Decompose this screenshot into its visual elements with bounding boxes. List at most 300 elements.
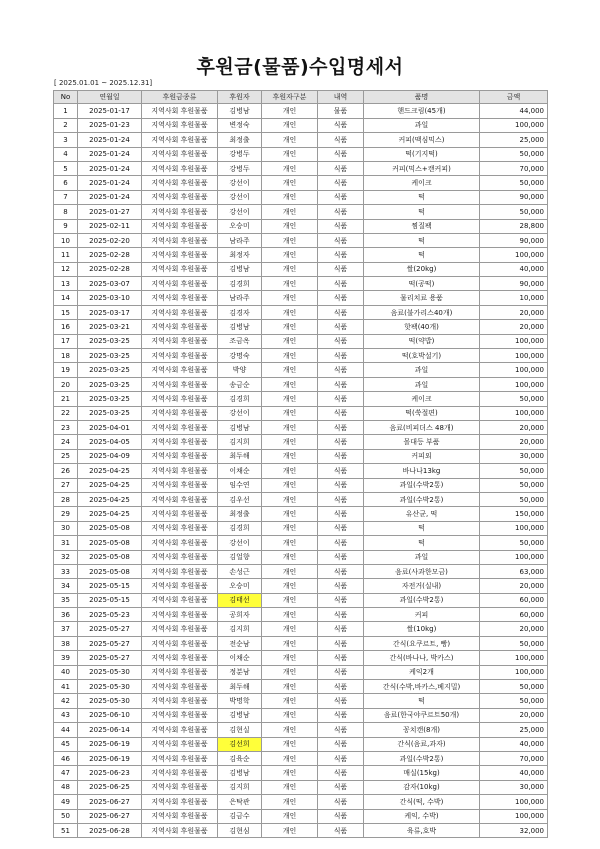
table-row [54, 406, 548, 420]
cell-item: 떡 [364, 694, 480, 708]
cell-amount: 60,000 [480, 608, 548, 622]
cell-date: 2025-01-24 [78, 147, 142, 161]
table-row [54, 723, 548, 737]
table-row [54, 521, 548, 535]
cell-no: 15 [54, 305, 78, 319]
cell-item: 케이크 [364, 392, 480, 406]
cell-donor: 김병남 [218, 708, 262, 722]
table-row [54, 694, 548, 708]
cell-donor-type: 개인 [262, 363, 318, 377]
cell-date: 2025-02-11 [78, 219, 142, 233]
cell-category: 식품 [318, 507, 364, 521]
cell-item: 떡(호박설기) [364, 349, 480, 363]
cell-date: 2025-03-07 [78, 277, 142, 291]
cell-item: 떡 [364, 190, 480, 204]
cell-donor: 김병남 [218, 420, 262, 434]
cell-amount: 100,000 [480, 406, 548, 420]
cell-item: 바나나13kg [364, 464, 480, 478]
table-row [54, 766, 548, 780]
cell-donor: 김경자 [218, 305, 262, 319]
cell-category: 식품 [318, 723, 364, 737]
cell-no: 36 [54, 608, 78, 622]
cell-amount: 100,000 [480, 377, 548, 391]
cell-donation-type: 지역사회 후원물품 [142, 449, 218, 463]
cell-donation-type: 지역사회 후원물품 [142, 665, 218, 679]
cell-date: 2025-01-24 [78, 190, 142, 204]
cell-donor: 김지희 [218, 435, 262, 449]
cell-amount: 50,000 [480, 478, 548, 492]
cell-donor-type: 개인 [262, 377, 318, 391]
header-amount: 금액 [480, 91, 548, 104]
cell-date: 2025-06-27 [78, 795, 142, 809]
cell-donor-type: 개인 [262, 536, 318, 550]
cell-category: 식품 [318, 291, 364, 305]
cell-date: 2025-04-25 [78, 464, 142, 478]
cell-donation-type: 지역사회 후원물품 [142, 608, 218, 622]
cell-amount: 100,000 [480, 363, 548, 377]
cell-category: 식품 [318, 809, 364, 823]
table-row [54, 751, 548, 765]
cell-donation-type: 지역사회 후원물품 [142, 420, 218, 434]
cell-item: 떡(공떡) [364, 277, 480, 291]
cell-amount: 50,000 [480, 392, 548, 406]
cell-donor: 김금수 [218, 809, 262, 823]
cell-amount: 100,000 [480, 349, 548, 363]
cell-donor-type: 개인 [262, 262, 318, 276]
cell-donor: 김태선 [218, 593, 262, 607]
cell-donation-type: 지역사회 후원물품 [142, 780, 218, 794]
cell-date: 2025-06-28 [78, 823, 142, 837]
cell-category: 식품 [318, 536, 364, 550]
cell-item: 매실(15kg) [364, 766, 480, 780]
cell-donor-type: 개인 [262, 579, 318, 593]
cell-no: 13 [54, 277, 78, 291]
cell-donation-type: 지역사회 후원물품 [142, 651, 218, 665]
cell-donation-type: 지역사회 후원물품 [142, 133, 218, 147]
cell-date: 2025-01-23 [78, 118, 142, 132]
cell-donation-type: 지역사회 후원물품 [142, 550, 218, 564]
cell-date: 2025-02-20 [78, 233, 142, 247]
cell-donor: 강선이 [218, 536, 262, 550]
header-date: 연월일 [78, 91, 142, 104]
cell-item: 과일(수박2통) [364, 492, 480, 506]
cell-donation-type: 지역사회 후원물품 [142, 492, 218, 506]
cell-item: 육류,호박 [364, 823, 480, 837]
cell-donor-type: 개인 [262, 694, 318, 708]
cell-donor-type: 개인 [262, 751, 318, 765]
cell-donation-type: 지역사회 후원물품 [142, 464, 218, 478]
cell-no: 42 [54, 694, 78, 708]
cell-item: 과일 [364, 550, 480, 564]
cell-no: 4 [54, 147, 78, 161]
cell-donation-type: 지역사회 후원물품 [142, 104, 218, 118]
cell-item: 음료(사과한모금) [364, 564, 480, 578]
cell-date: 2025-05-30 [78, 694, 142, 708]
cell-donation-type: 지역사회 후원물품 [142, 737, 218, 751]
table-row [54, 291, 548, 305]
cell-item: 과일(수박2통) [364, 478, 480, 492]
cell-donor: 강병두 [218, 147, 262, 161]
cell-date: 2025-01-24 [78, 133, 142, 147]
cell-donor: 조금옥 [218, 334, 262, 348]
cell-no: 19 [54, 363, 78, 377]
cell-donor: 김경희 [218, 521, 262, 535]
cell-item: 과일 [364, 377, 480, 391]
cell-date: 2025-05-08 [78, 536, 142, 550]
cell-no: 17 [54, 334, 78, 348]
cell-category: 식품 [318, 277, 364, 291]
cell-date: 2025-01-17 [78, 104, 142, 118]
cell-donor-type: 개인 [262, 291, 318, 305]
table-row [54, 795, 548, 809]
cell-donor: 은탁관 [218, 795, 262, 809]
cell-amount: 50,000 [480, 147, 548, 161]
table-row [54, 133, 548, 147]
cell-item: 케익2개 [364, 665, 480, 679]
cell-amount: 25,000 [480, 133, 548, 147]
cell-donation-type: 지역사회 후원물품 [142, 305, 218, 319]
cell-date: 2025-05-08 [78, 550, 142, 564]
table-row [54, 665, 548, 679]
cell-amount: 100,000 [480, 118, 548, 132]
cell-date: 2025-06-10 [78, 708, 142, 722]
cell-amount: 50,000 [480, 205, 548, 219]
cell-category: 식품 [318, 651, 364, 665]
cell-donation-type: 지역사회 후원물품 [142, 636, 218, 650]
cell-date: 2025-06-19 [78, 751, 142, 765]
cell-donor-type: 개인 [262, 636, 318, 650]
cell-donor-type: 개인 [262, 680, 318, 694]
cell-no: 6 [54, 176, 78, 190]
table-row [54, 277, 548, 291]
cell-date: 2025-04-25 [78, 507, 142, 521]
cell-item: 감자(10kg) [364, 780, 480, 794]
table-row [54, 608, 548, 622]
cell-donor-type: 개인 [262, 449, 318, 463]
cell-amount: 30,000 [480, 449, 548, 463]
cell-donor: 김병남 [218, 104, 262, 118]
cell-item: 음료(비피더스 48개) [364, 420, 480, 434]
cell-category: 식품 [318, 622, 364, 636]
cell-donor: 김현실 [218, 723, 262, 737]
table-row [54, 680, 548, 694]
table-row [54, 420, 548, 434]
cell-date: 2025-05-23 [78, 608, 142, 622]
cell-category: 식품 [318, 550, 364, 564]
cell-donor: 강선이 [218, 190, 262, 204]
cell-item: 커피(믹스+캔커피) [364, 161, 480, 175]
table-row [54, 507, 548, 521]
cell-donor-type: 개인 [262, 622, 318, 636]
cell-item: 핸드크림(45개) [364, 104, 480, 118]
table-row [54, 104, 548, 118]
cell-amount: 40,000 [480, 766, 548, 780]
cell-donation-type: 지역사회 후원물품 [142, 694, 218, 708]
cell-date: 2025-06-19 [78, 737, 142, 751]
table-row [54, 233, 548, 247]
cell-no: 12 [54, 262, 78, 276]
cell-category: 식품 [318, 564, 364, 578]
table-row [54, 147, 548, 161]
cell-amount: 10,000 [480, 291, 548, 305]
cell-date: 2025-03-10 [78, 291, 142, 305]
cell-item: 떡(약밥) [364, 334, 480, 348]
cell-donor: 김지희 [218, 780, 262, 794]
cell-amount: 100,000 [480, 651, 548, 665]
cell-item: 음료(한국야쿠르트50개) [364, 708, 480, 722]
cell-amount: 90,000 [480, 190, 548, 204]
cell-category: 식품 [318, 320, 364, 334]
cell-donor-type: 개인 [262, 205, 318, 219]
cell-donor-type: 개인 [262, 277, 318, 291]
table-row [54, 435, 548, 449]
cell-donor: 변정숙 [218, 118, 262, 132]
cell-item: 찜질팩 [364, 219, 480, 233]
cell-donor-type: 개인 [262, 478, 318, 492]
cell-item: 쌀(20kg) [364, 262, 480, 276]
cell-item: 떡(쑥절편) [364, 406, 480, 420]
table-row [54, 176, 548, 190]
cell-amount: 100,000 [480, 521, 548, 535]
cell-item: 떡 [364, 248, 480, 262]
cell-donor: 최두해 [218, 449, 262, 463]
cell-donor-type: 개인 [262, 593, 318, 607]
cell-donor-type: 개인 [262, 564, 318, 578]
cell-donor-type: 개인 [262, 161, 318, 175]
cell-no: 1 [54, 104, 78, 118]
cell-date: 2025-04-01 [78, 420, 142, 434]
cell-no: 38 [54, 636, 78, 650]
cell-donor-type: 개인 [262, 665, 318, 679]
cell-no: 30 [54, 521, 78, 535]
cell-donation-type: 지역사회 후원물품 [142, 622, 218, 636]
table-row [54, 363, 548, 377]
cell-amount: 20,000 [480, 622, 548, 636]
cell-date: 2025-05-30 [78, 680, 142, 694]
cell-item: 간식(수박,바카스,베지밀) [364, 680, 480, 694]
cell-donor-type: 개인 [262, 320, 318, 334]
cell-category: 식품 [318, 205, 364, 219]
cell-date: 2025-05-30 [78, 665, 142, 679]
cell-category: 식품 [318, 737, 364, 751]
cell-item: 케이크 [364, 176, 480, 190]
cell-category: 식품 [318, 708, 364, 722]
cell-donation-type: 지역사회 후원물품 [142, 248, 218, 262]
cell-no: 2 [54, 118, 78, 132]
cell-donor: 최정출 [218, 507, 262, 521]
cell-donor-type: 개인 [262, 219, 318, 233]
cell-donor: 임수연 [218, 478, 262, 492]
header-category: 내역 [318, 91, 364, 104]
table-row [54, 823, 548, 837]
cell-donor-type: 개인 [262, 420, 318, 434]
cell-donation-type: 지역사회 후원물품 [142, 262, 218, 276]
cell-category: 식품 [318, 147, 364, 161]
cell-item: 핫팩(40개) [364, 320, 480, 334]
cell-donor-type: 개인 [262, 795, 318, 809]
cell-category: 식품 [318, 363, 364, 377]
cell-no: 28 [54, 492, 78, 506]
cell-donor-type: 개인 [262, 248, 318, 262]
cell-donation-type: 지역사회 후원물품 [142, 349, 218, 363]
cell-category: 식품 [318, 795, 364, 809]
table-row [54, 262, 548, 276]
table-row [54, 334, 548, 348]
table-row [54, 248, 548, 262]
cell-item: 과일(수박2통) [364, 751, 480, 765]
cell-no: 20 [54, 377, 78, 391]
cell-no: 26 [54, 464, 78, 478]
cell-donation-type: 지역사회 후원물품 [142, 823, 218, 837]
cell-category: 식품 [318, 823, 364, 837]
cell-amount: 20,000 [480, 305, 548, 319]
table-row [54, 636, 548, 650]
cell-item: 떡 [364, 233, 480, 247]
header-no: No [54, 91, 78, 104]
cell-amount: 50,000 [480, 536, 548, 550]
cell-no: 49 [54, 795, 78, 809]
cell-category: 식품 [318, 665, 364, 679]
cell-donor-type: 개인 [262, 392, 318, 406]
cell-amount: 50,000 [480, 636, 548, 650]
cell-date: 2025-03-25 [78, 377, 142, 391]
cell-no: 32 [54, 550, 78, 564]
cell-amount: 32,000 [480, 823, 548, 837]
cell-item: 케익, 수박) [364, 809, 480, 823]
cell-amount: 20,000 [480, 420, 548, 434]
cell-donor: 최두해 [218, 680, 262, 694]
cell-donor: 남라주 [218, 291, 262, 305]
cell-donor-type: 개인 [262, 521, 318, 535]
cell-category: 식품 [318, 694, 364, 708]
cell-amount: 50,000 [480, 464, 548, 478]
cell-item: 과일 [364, 363, 480, 377]
cell-donor: 정분남 [218, 665, 262, 679]
cell-category: 식품 [318, 420, 364, 434]
table-header-row [54, 91, 548, 104]
table-row [54, 449, 548, 463]
cell-date: 2025-05-15 [78, 593, 142, 607]
cell-donation-type: 지역사회 후원물품 [142, 564, 218, 578]
cell-item: 커피(맥심믹스) [364, 133, 480, 147]
cell-donation-type: 지역사회 후원물품 [142, 233, 218, 247]
cell-donation-type: 지역사회 후원물품 [142, 521, 218, 535]
cell-amount: 60,000 [480, 593, 548, 607]
cell-donor: 김경희 [218, 392, 262, 406]
cell-no: 27 [54, 478, 78, 492]
table-row [54, 161, 548, 175]
cell-donation-type: 지역사회 후원물품 [142, 277, 218, 291]
cell-donor: 이채순 [218, 464, 262, 478]
cell-donation-type: 지역사회 후원물품 [142, 723, 218, 737]
cell-date: 2025-04-25 [78, 478, 142, 492]
cell-amount: 40,000 [480, 737, 548, 751]
cell-donation-type: 지역사회 후원물품 [142, 478, 218, 492]
cell-item: 쌀(10kg) [364, 622, 480, 636]
cell-no: 22 [54, 406, 78, 420]
table-row [54, 478, 548, 492]
cell-donation-type: 지역사회 후원물품 [142, 320, 218, 334]
cell-date: 2025-06-27 [78, 809, 142, 823]
cell-donor-type: 개인 [262, 737, 318, 751]
cell-date: 2025-01-24 [78, 161, 142, 175]
cell-category: 식품 [318, 593, 364, 607]
cell-amount: 40,000 [480, 262, 548, 276]
cell-donation-type: 지역사회 후원물품 [142, 406, 218, 420]
cell-category: 식품 [318, 636, 364, 650]
table-row [54, 464, 548, 478]
cell-no: 44 [54, 723, 78, 737]
cell-donation-type: 지역사회 후원물품 [142, 161, 218, 175]
donation-table [53, 90, 548, 838]
cell-no: 14 [54, 291, 78, 305]
cell-donor: 김현심 [218, 823, 262, 837]
cell-donor: 강명숙 [218, 349, 262, 363]
cell-donor-type: 개인 [262, 492, 318, 506]
cell-category: 식품 [318, 392, 364, 406]
cell-donor: 이채순 [218, 651, 262, 665]
cell-date: 2025-01-24 [78, 176, 142, 190]
cell-category: 식품 [318, 492, 364, 506]
cell-category: 식품 [318, 161, 364, 175]
table-row [54, 651, 548, 665]
document-title: 후원금(물품)수입명세서 [196, 56, 404, 78]
cell-donor: 전순남 [218, 636, 262, 650]
cell-date: 2025-05-15 [78, 579, 142, 593]
table-row [54, 190, 548, 204]
cell-donor: 오승미 [218, 219, 262, 233]
cell-donor-type: 개인 [262, 305, 318, 319]
table-row [54, 550, 548, 564]
cell-no: 45 [54, 737, 78, 751]
cell-amount: 70,000 [480, 751, 548, 765]
cell-category: 식품 [318, 377, 364, 391]
cell-no: 23 [54, 420, 78, 434]
header-donor: 후원자 [218, 91, 262, 104]
cell-donor: 김경희 [218, 277, 262, 291]
cell-donor: 박양 [218, 363, 262, 377]
cell-donation-type: 지역사회 후원물품 [142, 190, 218, 204]
cell-no: 48 [54, 780, 78, 794]
cell-date: 2025-02-28 [78, 248, 142, 262]
cell-category: 식품 [318, 349, 364, 363]
cell-no: 33 [54, 564, 78, 578]
table-row [54, 780, 548, 794]
cell-no: 7 [54, 190, 78, 204]
cell-donation-type: 지역사회 후원물품 [142, 809, 218, 823]
cell-amount: 20,000 [480, 579, 548, 593]
cell-date: 2025-06-25 [78, 780, 142, 794]
cell-category: 식품 [318, 190, 364, 204]
cell-donation-type: 지역사회 후원물품 [142, 377, 218, 391]
table-row [54, 118, 548, 132]
cell-donor-type: 개인 [262, 708, 318, 722]
cell-donor-type: 개인 [262, 823, 318, 837]
cell-category: 식품 [318, 608, 364, 622]
cell-no: 40 [54, 665, 78, 679]
cell-donation-type: 지역사회 후원물품 [142, 435, 218, 449]
cell-category: 식품 [318, 780, 364, 794]
cell-donation-type: 지역사회 후원물품 [142, 392, 218, 406]
cell-donor: 강선이 [218, 406, 262, 420]
cell-donation-type: 지역사회 후원물품 [142, 593, 218, 607]
table-row [54, 205, 548, 219]
cell-donor: 최정자 [218, 248, 262, 262]
cell-amount: 100,000 [480, 248, 548, 262]
cell-item: 떡 [364, 536, 480, 550]
table-row [54, 593, 548, 607]
cell-donation-type: 지역사회 후원물품 [142, 291, 218, 305]
